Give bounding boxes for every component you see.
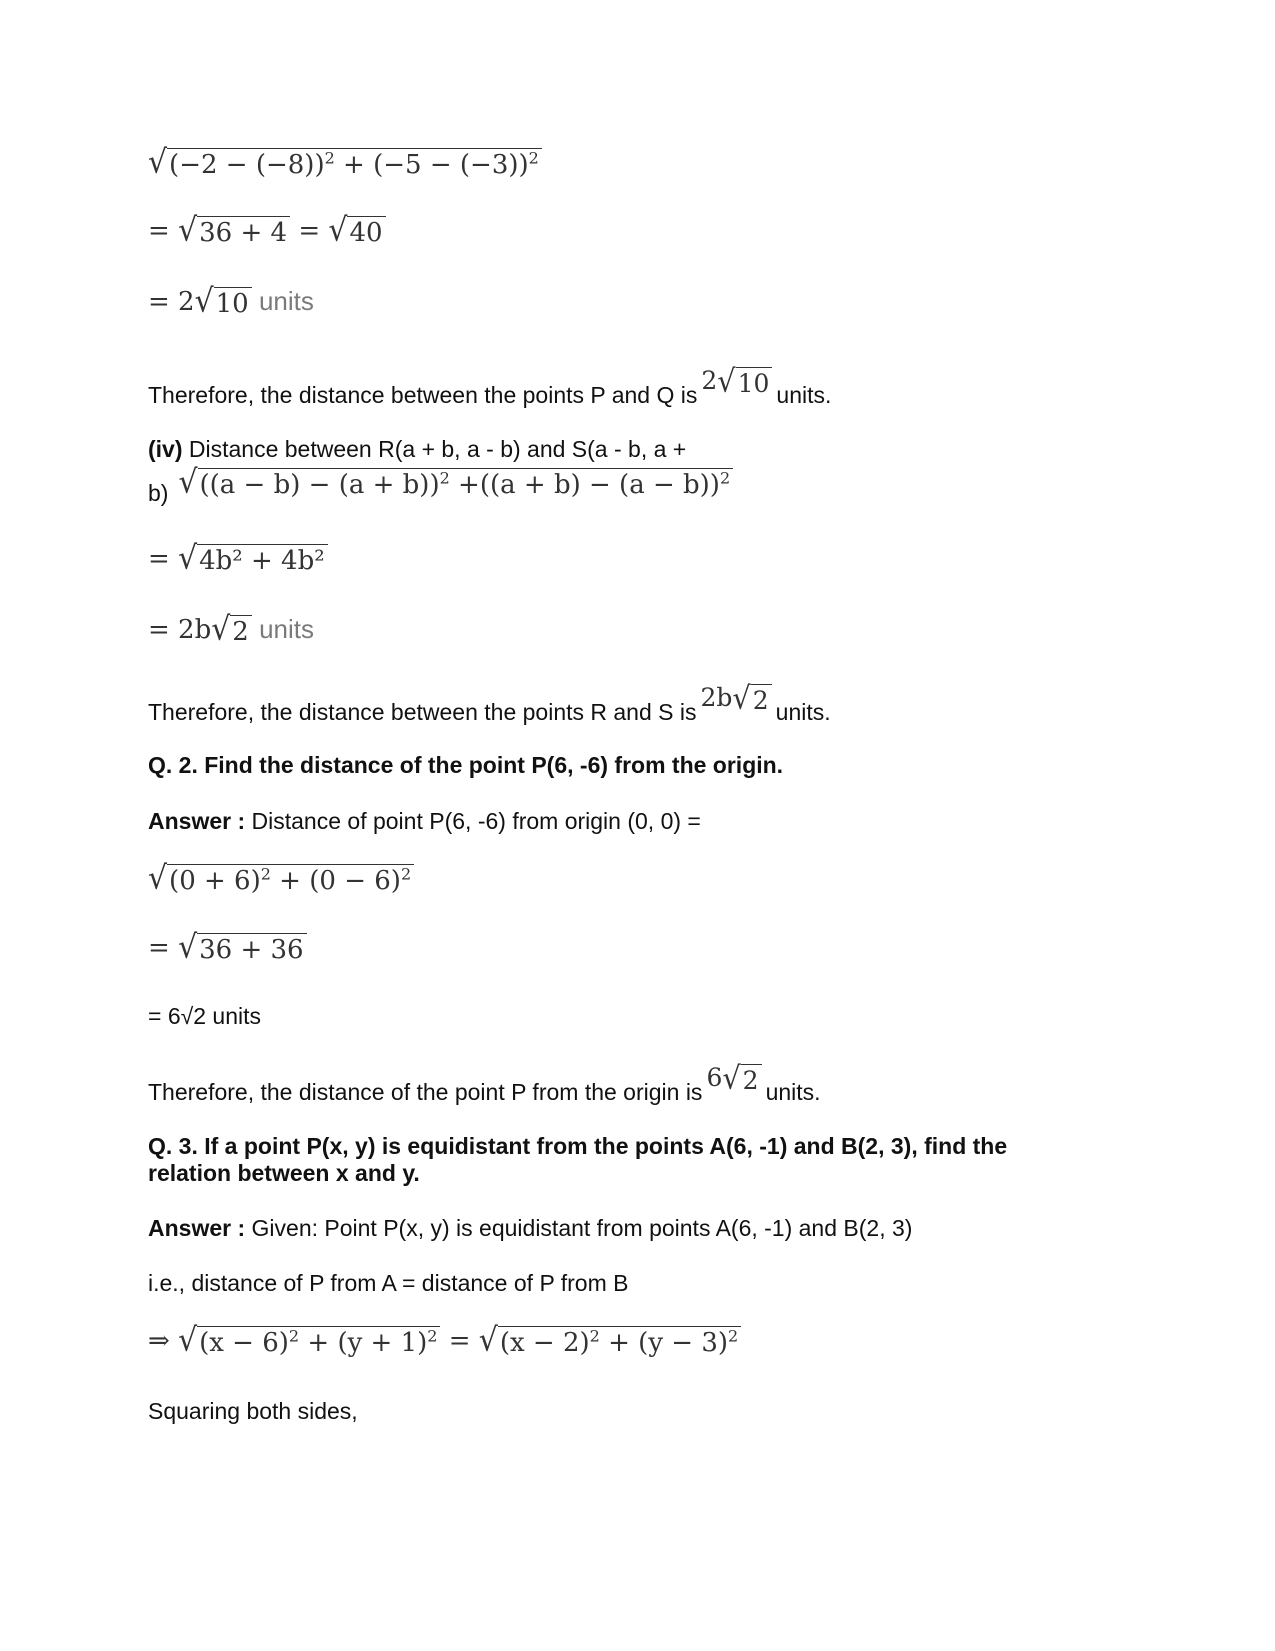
radical: √ 10 [195, 287, 252, 319]
radical: √ 40 [328, 216, 385, 248]
distance-formula-pq [148, 143, 542, 182]
distance-result-pq: = 2 √ 10 units [148, 282, 314, 321]
distance-formula-origin [148, 859, 414, 898]
radical: √ $(x - 2)^2 + (y - 3)^2$ [479, 1326, 741, 1358]
radical: √ 2 [211, 615, 252, 647]
distance-formula-rs: √ $((a - b) - (a + b))^2 +((a + b) - (a - b))^2$ [178, 468, 733, 500]
answer-2-intro: Answer : Distance of point P(6, -6) from origin (0, 0) = [148, 808, 701, 834]
distance-result-rs: = 2b √ 2 units [148, 610, 314, 649]
question-3-line-1: Q. 3. If a point P(x, y) is equidistant from the points A(6, -1) and B(2, 3), find the [148, 1133, 1008, 1159]
radical: √ 36 + 36 [178, 933, 307, 965]
conclusion-origin: Therefore, the distance of the point P from the origin is 6 √ 2 units. [148, 1059, 821, 1105]
distance-step-pq: = √ 36 + 4 = √ 40 [148, 216, 386, 248]
distance-step-rs: = √ 4b² + 4b² [148, 544, 328, 576]
radical: √ $(-2 - (-8))^2 + (-5 - (-3))^2$ [148, 148, 542, 180]
radical: √ $(x - 6)^2 + (y + 1)^2$ [178, 1326, 440, 1358]
part-iv-formula-line: b) √ $((a - b) - (a + b))^2 +((a + b) - (a - b))^2$ [148, 466, 733, 499]
radical: √ 4b² + 4b² [178, 544, 328, 576]
part-iv-intro: (iv) Distance between R(a + b, a - b) and S(a - b, a + [148, 436, 687, 462]
conclusion-rs: Therefore, the distance between the points R and S is 2b √ 2 units. [148, 679, 831, 725]
conclusion-pq: Therefore, the distance between the points P and Q is 2 √ 10 units. [148, 362, 832, 408]
answer-3-intro: Answer : Given: Point P(x, y) is equidistant from points A(6, -1) and B(2, 3) [148, 1215, 913, 1241]
question-3-line-2: relation between x and y. [148, 1160, 420, 1186]
answer-3-ie: i.e., distance of P from A = distance of P from B [148, 1270, 629, 1296]
distance-result-origin: = 6√2 units [148, 1003, 262, 1029]
distance-step-origin: = √ 36 + 36 [148, 933, 307, 965]
question-2: Q. 2. Find the distance of the point P(6, -6) from the origin. [148, 752, 784, 778]
equidistance-equation: ⇒ √ $(x - 6)^2 + (y + 1)^2$ = √ $(x - 2)^2 + (y - 3)^2$ [148, 1326, 741, 1358]
squaring-both-sides: Squaring both sides, [148, 1398, 358, 1424]
radical: √ 36 + 4 [178, 216, 290, 248]
radical: √ $(0 + 6)^2 + (0 - 6)^2$ [148, 864, 414, 896]
